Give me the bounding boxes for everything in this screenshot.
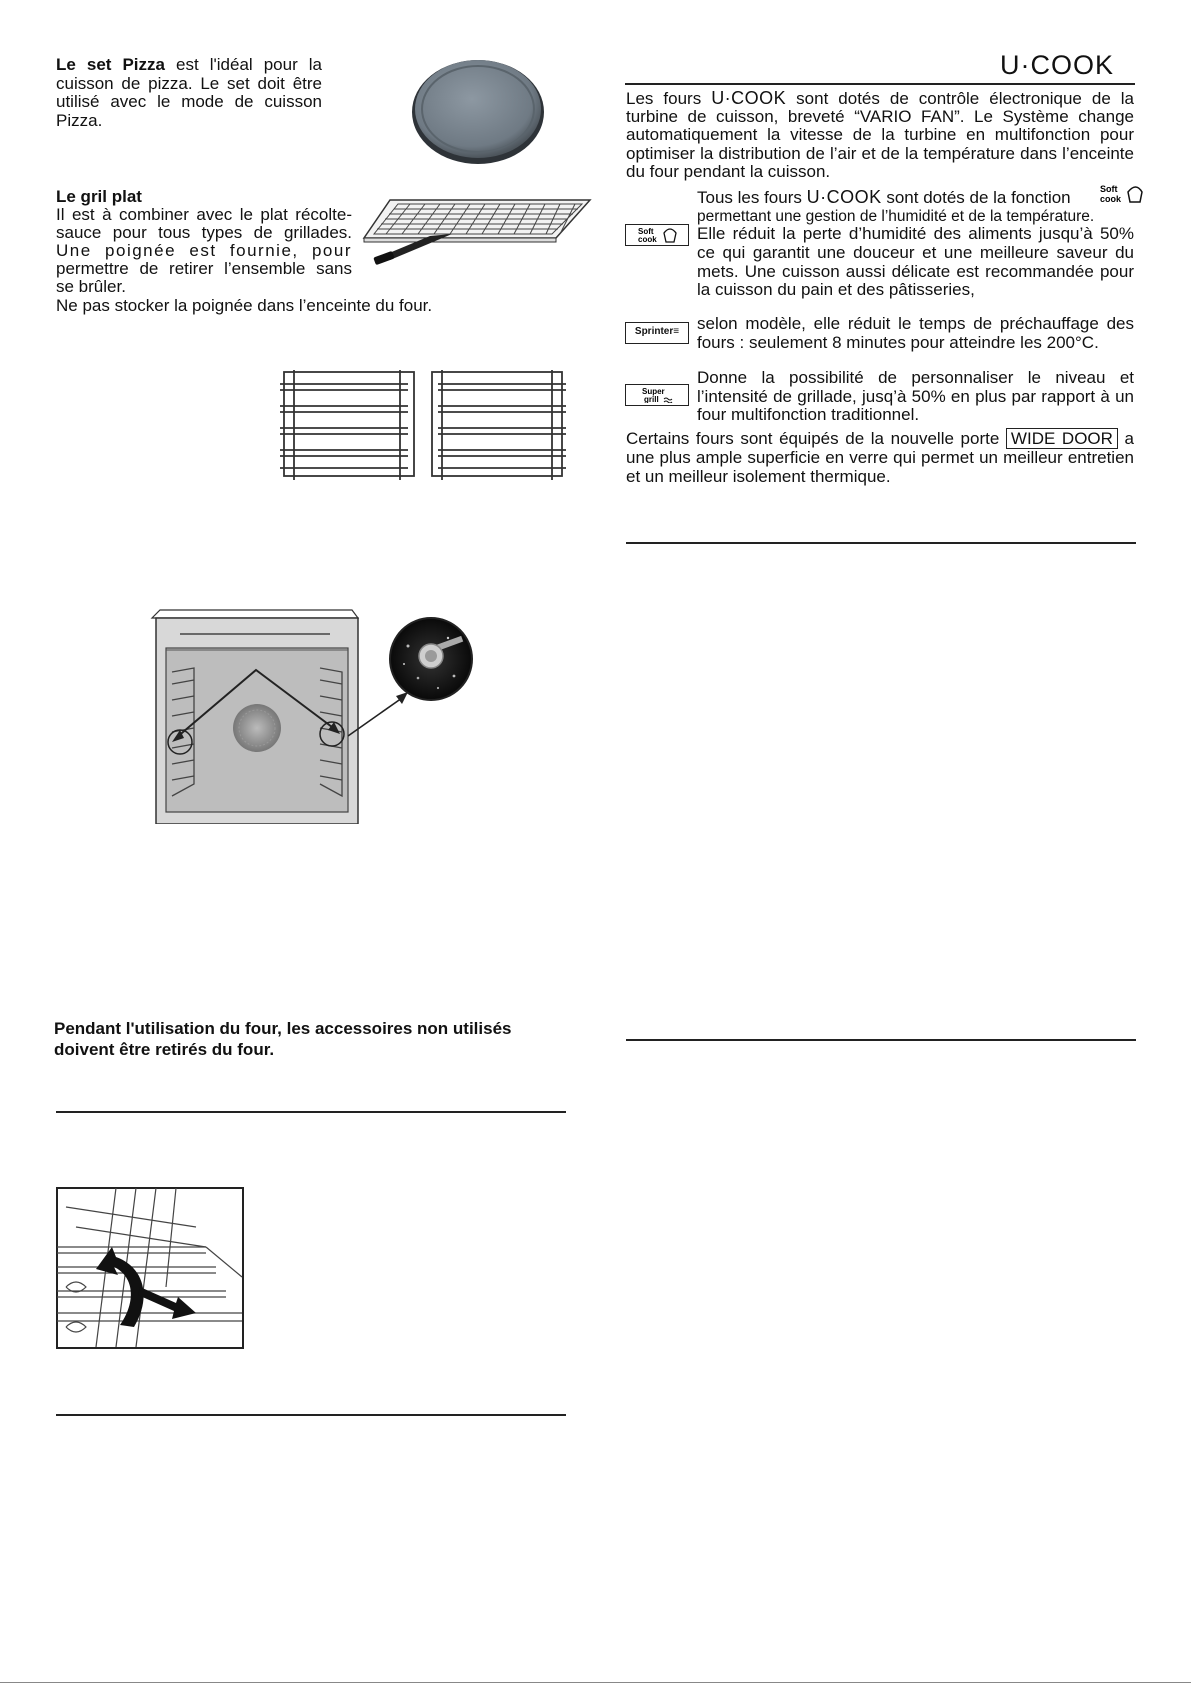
grill-note: Ne pas stocker la poignée dans l’enceinte du four. <box>56 296 433 315</box>
widedoor-prefix: Certains fours sont équipés de la nouvelle porte <box>626 429 1006 448</box>
softcook-description: Elle réduit la perte d’humidité des aliments jusqu’à 50% ce qui garantit une douceur et une meilleure saveur du mets. Une cuisson aussi délicate est recommandée pour la cuisson du pain et des pâtisseries, <box>697 224 1134 300</box>
softcook-intro <box>697 188 1137 207</box>
bottom-edge-rule <box>0 1682 1191 1683</box>
sprinter-badge-label: Sprinter <box>634 326 674 337</box>
softcook-badge-top: Soft <box>638 227 654 236</box>
pizza-text: est l'idéal pour la cuisson de pizza. Le set doit être utilisé avec le mode de cuisson Pizza. <box>56 55 322 130</box>
side-racks-image <box>276 368 570 484</box>
softcook-badge-bottom: cook <box>638 235 657 243</box>
sprinter-badge <box>625 322 689 344</box>
supergrill-description: Donne la possibilité de personnaliser le niveau et l’intensité de grillade, jusq’à 50% en plus par rapport à un four multifonction traditionnel. <box>697 368 1134 424</box>
left-divider-1 <box>56 1111 566 1113</box>
right-divider-1 <box>626 542 1136 544</box>
widedoor-paragraph <box>626 429 1134 486</box>
supergrill-badge-bottom: grill <box>644 395 659 403</box>
brand-logo: U·COOK <box>1000 50 1114 80</box>
flat-grill-image <box>360 198 594 276</box>
grill-title: Le gril plat <box>56 187 142 206</box>
softcook-inline-icon <box>1100 182 1146 206</box>
widedoor-badge: WIDE DOOR <box>1006 428 1118 449</box>
sprinter-lines-icon: ≡ <box>673 326 680 337</box>
grill-line-4: permettre de retirer l’ensemble sans <box>56 259 352 278</box>
grill-line-3: Une poignée est fournie, pour <box>56 241 352 260</box>
intro-brand-logo: U·COOK <box>711 88 787 108</box>
grill-description <box>56 206 352 296</box>
left-divider-2 <box>56 1414 566 1416</box>
pizza-tray-image <box>408 56 548 168</box>
vario-fan-paragraph <box>626 89 1134 181</box>
sprinter-description: selon modèle, elle réduit le temps de préchauffage des fours : seulement 8 minutes pour atteindre les 200°C. <box>697 314 1134 352</box>
header-rule <box>625 83 1135 85</box>
widedoor-suffix: a une plus ample superficie en verre qui permet un meilleur entretien et un meilleur isolement thermique. <box>626 429 1134 486</box>
warning-line-2: doivent être retirés du four. <box>54 1040 275 1059</box>
svg-text:Soft: Soft <box>1100 184 1118 194</box>
softcook-suffix: sont dotés de la fonction <box>881 188 1071 207</box>
grill-line-1: Il est à combiner avec le plat récolte- <box>56 205 352 224</box>
accessories-warning <box>54 1018 512 1060</box>
pizza-title: Le set Pizza <box>56 55 165 74</box>
grill-line-5: se brûler. <box>56 277 126 296</box>
svg-text:cook: cook <box>1100 194 1122 204</box>
grill-line-2: sauce pour tous types de grillades. <box>56 223 352 242</box>
softcook-prefix: Tous les fours <box>697 188 807 207</box>
softcook-badge <box>625 224 689 246</box>
softcook-brand-logo: U·COOK <box>806 187 882 207</box>
supergrill-badge-top: Super <box>642 387 665 396</box>
warning-line-1: Pendant l'utilisation du four, les accessoires non utilisés <box>54 1019 512 1038</box>
pizza-description <box>56 56 322 130</box>
rack-screw-detail-image <box>388 616 474 702</box>
softcook-line-2: permettant une gestion de l’humidité et de la température. <box>697 208 1095 225</box>
rack-removal-diagram <box>56 1187 246 1350</box>
right-divider-2 <box>626 1039 1136 1041</box>
supergrill-badge <box>625 384 689 406</box>
intro-prefix: Les fours <box>626 89 712 108</box>
intro-suffix: sont dotés de contrôle électronique de la turbine de cuisson, breveté “VARIO FAN”. Le Système change automatiquement la vitesse de la turbine en multifonction pour optimiser la distribution de l’air et de la température dans l’enceinte du four pendant la cuisson. <box>626 89 1134 181</box>
